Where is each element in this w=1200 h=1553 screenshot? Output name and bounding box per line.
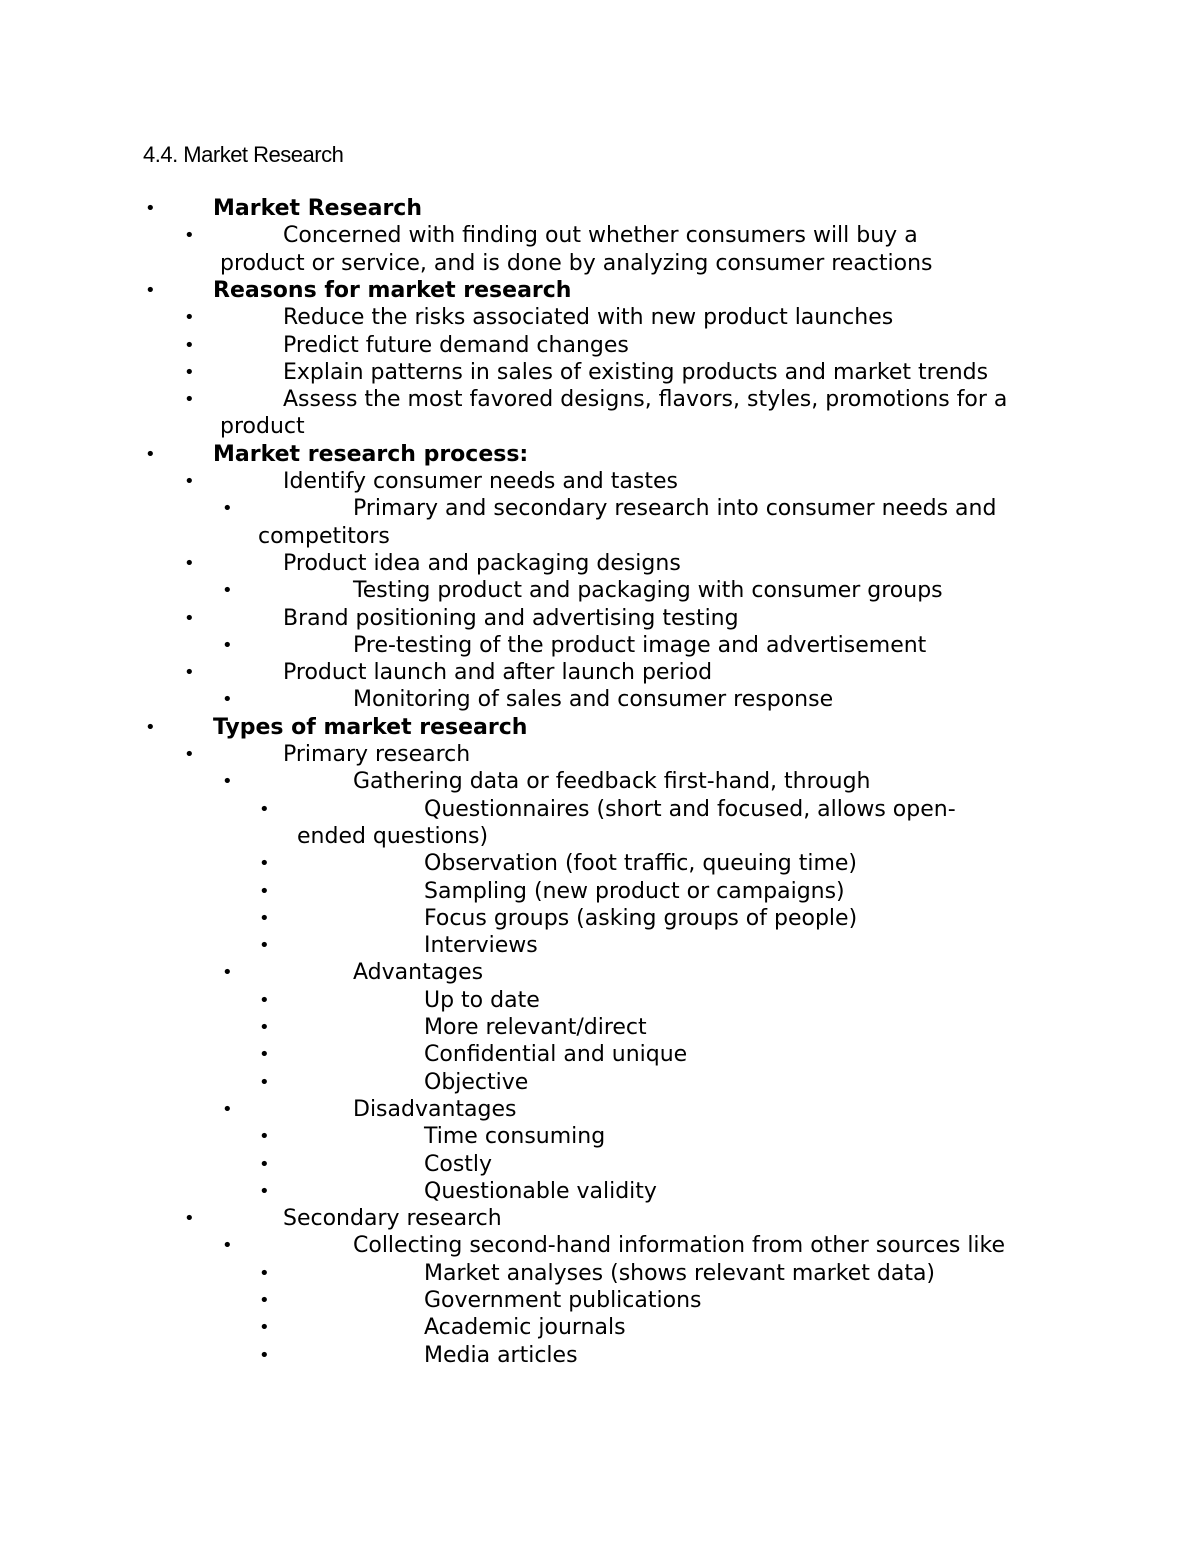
outline-item-text: Interviews <box>424 933 538 958</box>
outline-item-text: Identify consumer needs and tastes <box>283 469 678 494</box>
bullet-icon: • <box>222 771 233 792</box>
bullet-icon: • <box>184 744 195 765</box>
bullet-icon: • <box>259 990 270 1011</box>
outline-item-text: Concerned with finding out whether consumers will buy a <box>283 223 918 248</box>
outline-line-level-1 <box>0 441 1200 468</box>
bullet-icon: • <box>259 1154 270 1175</box>
outline-line-level-2 <box>0 332 1200 359</box>
outline-item-text: Primary research <box>283 742 471 767</box>
bullet-icon: • <box>259 799 270 820</box>
outline-item-text: Advantages <box>353 960 484 985</box>
outline-item-text: Disadvantages <box>353 1097 517 1122</box>
outline-line-level-2 <box>0 605 1200 632</box>
outline-section-title: Market research process: <box>213 442 529 467</box>
outline-line-level-3 <box>0 632 1200 659</box>
outline-item-text: Assess the most favored designs, flavors, styles, promotions for a <box>283 387 1008 412</box>
outline-item-text: Predict future demand changes <box>283 333 629 358</box>
outline-item-text: Secondary research <box>283 1206 502 1231</box>
outline-line-level-3 <box>0 686 1200 713</box>
outline-line-level-4 <box>0 850 1200 877</box>
outline-line-level-4 <box>0 932 1200 959</box>
bullet-icon: • <box>184 362 195 383</box>
bullet-icon: • <box>145 280 156 301</box>
bullet-icon: • <box>184 471 195 492</box>
bullet-icon: • <box>259 1181 270 1202</box>
outline-item-text: Primary and secondary research into consumer needs and <box>353 496 997 521</box>
bullet-icon: • <box>184 225 195 246</box>
outline-item-text: Costly <box>424 1152 493 1177</box>
outline-item-text: Brand positioning and advertising testing <box>283 606 739 631</box>
outline-line-level-4 <box>0 1041 1200 1068</box>
outline-line-level-2 <box>0 550 1200 577</box>
outline-line-level-3 <box>0 577 1200 604</box>
outline-item-text: Testing product and packaging with consumer groups <box>353 578 943 603</box>
outline-line-level-3 <box>0 1232 1200 1259</box>
outline-line-level-2 <box>0 359 1200 386</box>
outline-section-title: Types of market research <box>213 715 528 740</box>
bullet-icon: • <box>259 1126 270 1147</box>
outline-line-level-4 <box>0 1260 1200 1287</box>
outline-line-level-4 <box>0 796 1200 823</box>
outline-line-level-3 <box>0 523 1200 550</box>
bullet-icon: • <box>222 580 233 601</box>
outline-line-level-4 <box>0 1314 1200 1341</box>
outline-line-level-4 <box>0 905 1200 932</box>
outline-line-level-4 <box>0 1151 1200 1178</box>
bullet-icon: • <box>259 1263 270 1284</box>
outline-line-level-4 <box>0 878 1200 905</box>
outline-item-text: Media articles <box>424 1343 578 1368</box>
outline-line-level-2 <box>0 413 1200 440</box>
outline-line-level-2 <box>0 222 1200 249</box>
outline-line-level-4 <box>0 1342 1200 1369</box>
outline-line-level-4 <box>0 1069 1200 1096</box>
outline-line-level-4 <box>0 1014 1200 1041</box>
outline-line-level-4 <box>0 823 1200 850</box>
outline-item-text: competitors <box>258 524 390 549</box>
outline-item-text: Product idea and packaging designs <box>283 551 681 576</box>
section-heading: 4.4. Market Research <box>143 142 344 167</box>
outline-item-text: Government publications <box>424 1288 702 1313</box>
outline-item-text: Gathering data or feedback first-hand, through <box>353 769 871 794</box>
outline-item-text: Academic journals <box>424 1315 626 1340</box>
outline-line-level-4 <box>0 1178 1200 1205</box>
outline-line-level-2 <box>0 304 1200 331</box>
bullet-icon: • <box>184 335 195 356</box>
outline-item-text: Focus groups (asking groups of people) <box>424 906 858 931</box>
outline-line-level-1 <box>0 195 1200 222</box>
bullet-icon: • <box>259 1290 270 1311</box>
outline-item-text: Questionnaires (short and focused, allows open- <box>424 797 956 822</box>
outline-line-level-1 <box>0 277 1200 304</box>
bullet-icon: • <box>222 962 233 983</box>
bullet-icon: • <box>222 635 233 656</box>
outline-item-text: Reduce the risks associated with new product launches <box>283 305 894 330</box>
outline-line-level-2 <box>0 250 1200 277</box>
outline-item-text: Monitoring of sales and consumer response <box>353 687 834 712</box>
outline-line-level-4 <box>0 987 1200 1014</box>
outline-line-level-2 <box>0 1205 1200 1232</box>
outline-line-level-3 <box>0 1096 1200 1123</box>
outline-item-text: Up to date <box>424 988 540 1013</box>
bullet-icon: • <box>259 1044 270 1065</box>
bullet-icon: • <box>184 553 195 574</box>
outline-line-level-4 <box>0 1123 1200 1150</box>
bullet-icon: • <box>259 1345 270 1366</box>
outline-item-text: Collecting second-hand information from other sources like <box>353 1233 1006 1258</box>
bullet-icon: • <box>259 935 270 956</box>
bullet-icon: • <box>184 307 195 328</box>
bullet-icon: • <box>259 1317 270 1338</box>
outline-section-title: Market Research <box>213 196 422 221</box>
bullet-icon: • <box>222 1235 233 1256</box>
bullet-icon: • <box>222 689 233 710</box>
bullet-icon: • <box>184 1208 195 1229</box>
outline-section-title: Reasons for market research <box>213 278 572 303</box>
bullet-icon: • <box>259 1072 270 1093</box>
bullet-icon: • <box>259 853 270 874</box>
outline-item-text: product or service, and is done by analyzing consumer reactions <box>220 251 933 276</box>
outline-line-level-2 <box>0 468 1200 495</box>
outline-line-level-3 <box>0 768 1200 795</box>
outline-item-text: Questionable validity <box>424 1179 657 1204</box>
bullet-icon: • <box>222 1099 233 1120</box>
bullet-icon: • <box>184 608 195 629</box>
bullet-icon: • <box>259 881 270 902</box>
outline-item-text: Objective <box>424 1070 529 1095</box>
outline-line-level-2 <box>0 386 1200 413</box>
bullet-icon: • <box>145 444 156 465</box>
bullet-icon: • <box>184 662 195 683</box>
outline-item-text: Explain patterns in sales of existing products and market trends <box>283 360 989 385</box>
outline-item-text: ended questions) <box>297 824 489 849</box>
outline-item-text: Pre-testing of the product image and advertisement <box>353 633 927 658</box>
bullet-icon: • <box>222 498 233 519</box>
outline-line-level-3 <box>0 959 1200 986</box>
outline-item-text: product <box>220 414 305 439</box>
outline-item-text: Sampling (new product or campaigns) <box>424 879 845 904</box>
bullet-icon: • <box>259 908 270 929</box>
outline-item-text: Market analyses (shows relevant market data) <box>424 1261 936 1286</box>
outline-item-text: Time consuming <box>424 1124 606 1149</box>
outline-item-text: Observation (foot traffic, queuing time) <box>424 851 858 876</box>
outline-item-text: Product launch and after launch period <box>283 660 713 685</box>
outline-line-level-3 <box>0 495 1200 522</box>
outline-line-level-2 <box>0 741 1200 768</box>
outline-line-level-4 <box>0 1287 1200 1314</box>
outline-item-text: More relevant/direct <box>424 1015 647 1040</box>
outline-line-level-2 <box>0 659 1200 686</box>
outline-line-level-1 <box>0 714 1200 741</box>
bullet-icon: • <box>184 389 195 410</box>
bullet-icon: • <box>259 1017 270 1038</box>
bullet-icon: • <box>145 717 156 738</box>
bullet-icon: • <box>145 198 156 219</box>
outline-item-text: Confidential and unique <box>424 1042 688 1067</box>
